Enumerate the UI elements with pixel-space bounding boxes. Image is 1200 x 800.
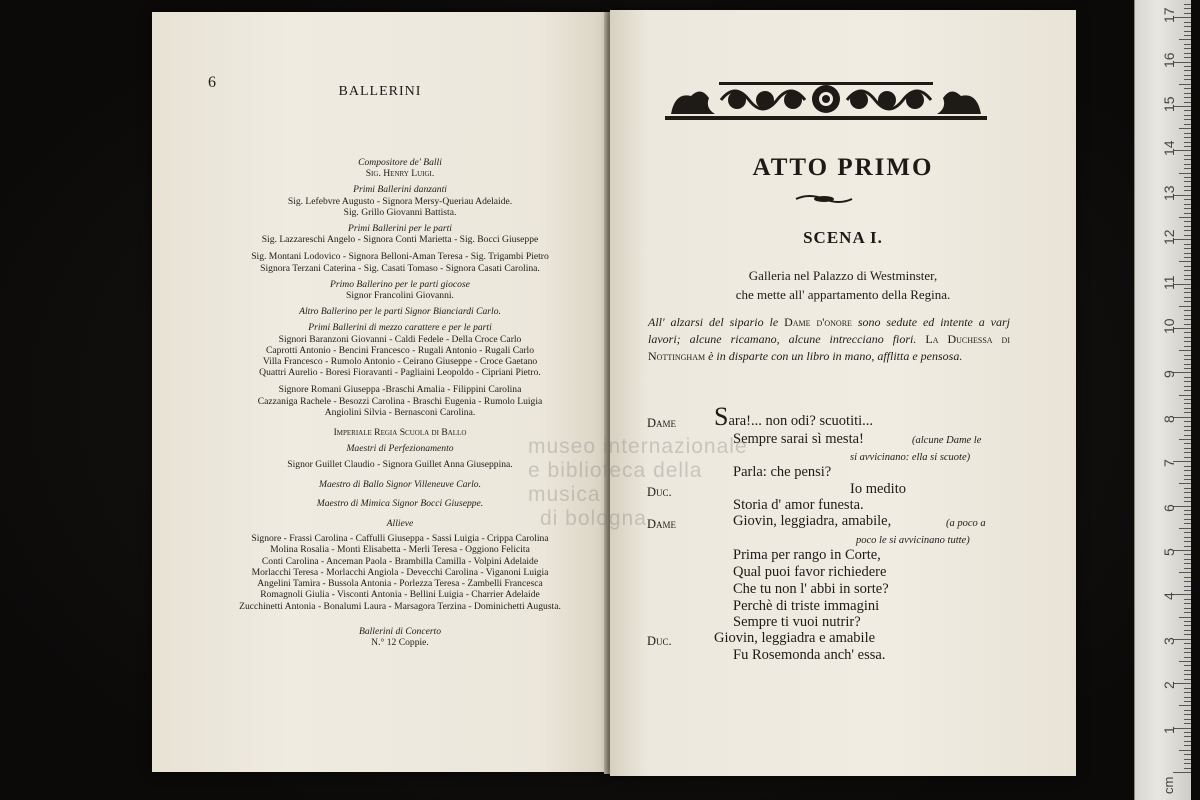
cast-section <box>200 279 600 301</box>
ornamental-header-band <box>665 78 987 122</box>
ruler-tick <box>1184 519 1191 520</box>
ruler-number: 7 <box>1161 459 1177 468</box>
stage-aside: (alcune Dame le <box>912 435 982 446</box>
dialogue-line: Qual puoi favor richiedere <box>733 564 887 580</box>
ruler-tick <box>1184 732 1191 733</box>
ruler-tick <box>1184 497 1191 498</box>
ruler-tick <box>1184 226 1191 227</box>
ruler-tick <box>1184 13 1191 14</box>
cast-list <box>200 152 600 648</box>
cast-role: Primi Ballerini di mezzo carattere e per le parti <box>308 322 492 334</box>
scene-title: SCENA I. <box>803 228 883 247</box>
watermark-line: di bologna <box>540 507 647 530</box>
ruler-tick <box>1184 381 1191 382</box>
ruler-tick <box>1184 270 1191 271</box>
cast-names: Sig. Grillo Giovanni Battista. <box>343 206 457 218</box>
ruler-tick <box>1184 93 1191 94</box>
ruler-tick <box>1184 75 1191 76</box>
ruler-tick <box>1184 559 1191 560</box>
ruler-tick <box>1184 532 1191 533</box>
cast-names: Signor Guillet Claudio - Signora Guillet Anna Giuseppina. <box>287 459 513 471</box>
ruler-tick <box>1184 275 1191 276</box>
ruler-tick <box>1184 754 1191 755</box>
cast-names: N.° 12 Coppie. <box>371 636 429 648</box>
library-watermark <box>528 435 768 531</box>
ruler-tick <box>1179 439 1191 440</box>
ruler-tick <box>1184 763 1191 764</box>
ruler-tick <box>1179 528 1191 529</box>
ruler-tick <box>1179 84 1191 85</box>
cast-section <box>200 306 600 317</box>
ruler-tick <box>1184 435 1191 436</box>
ruler-tick <box>1184 408 1191 409</box>
ruler-tick <box>1184 710 1191 711</box>
cast-names: Sig. Montani Lodovico - Signora Belloni-Aman Teresa - Sig. Trigambi Pietro <box>251 251 549 263</box>
cast-names: Signore - Frassi Carolina - Caffulli Giuseppa - Sassi Luigia - Crippa Carolina <box>251 533 549 545</box>
ruler-tick <box>1184 248 1191 249</box>
ruler-tick <box>1184 315 1191 316</box>
ruler-tick <box>1184 168 1191 169</box>
ruler-tick <box>1179 261 1191 262</box>
ruler-tick <box>1184 634 1191 635</box>
ruler-number: 1 <box>1161 725 1177 734</box>
ruler-tick <box>1184 488 1191 489</box>
ruler-tick <box>1184 541 1191 542</box>
ruler-tick <box>1184 235 1191 236</box>
cast-names: Caprotti Antonio - Bencini Francesco - Rugali Antonio - Rugali Carlo <box>265 344 535 356</box>
cast-names: Romagnoli Giulia - Visconti Antonia - Bellini Luigia - Charrier Adelaide <box>260 589 540 601</box>
ruler-tick <box>1184 546 1191 547</box>
ruler-tick <box>1184 301 1191 302</box>
watermark-line: museo internazionale <box>528 435 748 458</box>
stage-direction-text: è in disparte con un libro in mano, afflitta e pensosa. <box>705 349 963 363</box>
ruler-tick <box>1184 377 1191 378</box>
ruler-tick <box>1184 53 1191 54</box>
ruler-tick <box>1184 292 1191 293</box>
cast-section <box>200 518 600 612</box>
cast-names: Signori Baranzoni Giovanni - Caldi Fedele - Della Croce Carlo <box>278 333 522 345</box>
ruler-tick <box>1179 750 1191 751</box>
ruler-number: 16 <box>1161 52 1177 68</box>
ruler-tick <box>1184 186 1191 187</box>
ruler-tick <box>1179 617 1191 618</box>
ruler-tick <box>1184 608 1191 609</box>
cast-names: Morlacchi Teresa - Morlacchi Angiola - Devecchi Carolina - Viganoni Luigia <box>251 566 549 578</box>
ruler-tick <box>1184 759 1191 760</box>
ruler-tick <box>1184 470 1191 471</box>
ruler-tick <box>1184 319 1191 320</box>
ruler-tick <box>1179 572 1191 573</box>
ruler-tick <box>1184 630 1191 631</box>
ruler-tick <box>1184 741 1191 742</box>
cast-section <box>200 245 600 273</box>
dialogue-line: Io medito <box>850 481 906 497</box>
ruler-tick <box>1184 452 1191 453</box>
ruler-unit-label: cm <box>1161 776 1176 794</box>
school-heading: Imperiale Regia Scuola di Ballo <box>333 427 467 439</box>
speaker-label: Duc. <box>647 634 672 648</box>
ruler-tick <box>1184 44 1191 45</box>
ruler-tick <box>1184 475 1191 476</box>
ruler-tick <box>1184 648 1191 649</box>
cast-role: Allieve <box>386 518 414 530</box>
ruler-tick <box>1184 577 1191 578</box>
ruler-tick <box>1184 133 1191 134</box>
ruler-tick <box>1184 57 1191 58</box>
ruler-tick <box>1184 643 1191 644</box>
ruler-tick <box>1184 115 1191 116</box>
ruler-number: 11 <box>1161 275 1177 290</box>
ruler-tick <box>1184 199 1191 200</box>
ruler-tick <box>1184 621 1191 622</box>
ruler-tick <box>1184 670 1191 671</box>
stage-direction-character: La Duchessa di Nottingham <box>648 332 1010 363</box>
ruler-tick <box>1184 244 1191 245</box>
dialogue-text: ara!... non odi? scuotiti... <box>728 413 874 429</box>
ruler-tick <box>1184 102 1191 103</box>
ruler-tick <box>1184 466 1191 467</box>
cast-role: Primi Ballerini per le parti <box>348 223 452 235</box>
ruler-tick <box>1184 568 1191 569</box>
ruler-tick <box>1179 705 1191 706</box>
ruler-tick <box>1184 146 1191 147</box>
speaker-label: Dame <box>647 517 677 531</box>
ruler-number: 10 <box>1161 318 1177 334</box>
cast-names: Sig. Henry Luigi. <box>365 168 435 180</box>
cast-role: Altro Ballerino per le parti Signor Bianciardi Carlo. <box>299 306 501 318</box>
ruler-tick <box>1184 190 1191 191</box>
ruler-tick <box>1184 364 1191 365</box>
ruler-tick <box>1173 772 1191 773</box>
ruler-tick <box>1184 688 1191 689</box>
ruler-tick <box>1184 697 1191 698</box>
ruler-tick <box>1184 665 1191 666</box>
ruler-tick <box>1184 253 1191 254</box>
cast-role: Maestro di Mimica Signor Bocci Giuseppe. <box>316 497 484 509</box>
ruler-tick <box>1184 8 1191 9</box>
cast-role: Maestri di Perfezionamento <box>346 443 454 455</box>
ruler-number: 5 <box>1161 548 1177 556</box>
cast-names: Signore Romani Giuseppa -Braschi Amalia - Filippini Carolina <box>278 384 522 396</box>
ruler-tick <box>1184 124 1191 125</box>
ruler-tick <box>1179 39 1191 40</box>
ruler-tick <box>1184 403 1191 404</box>
ruler-tick <box>1184 723 1191 724</box>
ruler-tick <box>1184 137 1191 138</box>
ruler-tick <box>1184 501 1191 502</box>
cast-names: Angelini Tamira - Bussola Antonia - Porlezza Teresa - Zambelli Francesca <box>257 578 543 590</box>
ruler-number: 17 <box>1161 7 1177 24</box>
dialogue-line: Sempre sarai sì mesta! <box>733 431 864 447</box>
ruler-tick <box>1184 332 1191 333</box>
ruler-number: 9 <box>1161 370 1177 379</box>
dialogue-line: Sempre ti vuoi nutrir? <box>733 614 861 630</box>
ruler-tick <box>1184 88 1191 89</box>
ruler-tick <box>1184 554 1191 555</box>
tilde-ornament <box>794 194 854 204</box>
stage-direction-character: Dame d'onore <box>784 315 852 329</box>
ruler-tick <box>1184 443 1191 444</box>
ruler-tick <box>1184 563 1191 564</box>
act-title: ATTO PRIMO <box>752 154 934 181</box>
ruler-tick <box>1184 625 1191 626</box>
scene-description-line: Galleria nel Palazzo di Westminster, <box>748 268 938 283</box>
ruler-tick <box>1184 279 1191 280</box>
ruler-tick <box>1184 701 1191 702</box>
ruler-tick <box>1184 35 1191 36</box>
cast-section <box>200 184 600 218</box>
ruler-number: 4 <box>1161 592 1177 601</box>
ruler-tick <box>1184 213 1191 214</box>
ruler-tick <box>1184 70 1191 71</box>
ruler-tick <box>1184 599 1191 600</box>
ruler-number: 8 <box>1161 415 1177 423</box>
ruler-tick <box>1184 355 1191 356</box>
cast-section <box>200 223 600 245</box>
ruler-tick <box>1184 736 1191 737</box>
cast-names: Molina Rosalia - Monti Elisabetta - Merli Teresa - Oggiono Felicita <box>270 544 530 556</box>
ruler-tick <box>1184 97 1191 98</box>
ruler-tick <box>1184 523 1191 524</box>
ruler-tick <box>1184 674 1191 675</box>
ruler-tick <box>1184 652 1191 653</box>
cast-names: Villa Francesco - Rumolo Antonio - Ceirano Giuseppe - Croce Gaetano <box>262 356 538 368</box>
ruler-tick <box>1184 692 1191 693</box>
ruler-tick <box>1184 26 1191 27</box>
dialogue-line: Fu Rosemonda anch' essa. <box>733 647 886 663</box>
scene-description <box>610 266 1076 304</box>
ruler-tick <box>1184 288 1191 289</box>
ruler-number: 12 <box>1161 229 1177 246</box>
ruler-tick <box>1184 426 1191 427</box>
cast-role: Primo Ballerino per le parti giocose <box>330 278 470 290</box>
measurement-ruler <box>1134 0 1191 800</box>
ruler-tick <box>1184 310 1191 311</box>
cast-names: Angiolini Silvia - Bernasconi Carolina. <box>324 406 476 418</box>
ruler-tick <box>1184 177 1191 178</box>
cast-names: Signor Francolini Giovanni. <box>346 290 454 302</box>
ruler-tick <box>1179 395 1191 396</box>
speaker-label: Dame <box>647 416 677 430</box>
stage-direction <box>648 314 1010 365</box>
ruler-tick <box>1184 768 1191 769</box>
cast-names: Zucchinetti Antonia - Bonalumi Laura - Marsagora Terzina - Dominichetti Augusta. <box>239 600 561 612</box>
ruler-tick <box>1184 337 1191 338</box>
ruler-tick <box>1184 448 1191 449</box>
ruler-tick <box>1184 719 1191 720</box>
watermark-line: e biblioteca della musica <box>528 459 703 506</box>
ruler-tick <box>1184 612 1191 613</box>
ruler-tick <box>1184 510 1191 511</box>
ruler-tick <box>1184 181 1191 182</box>
stage-direction-text: sono sedute ed intente a varj lavori; alcune ricamano, alcune intrecciano fiori. <box>648 315 1010 346</box>
ruler-tick <box>1184 22 1191 23</box>
ruler-tick <box>1184 537 1191 538</box>
ruler-tick <box>1184 386 1191 387</box>
ruler-tick <box>1184 457 1191 458</box>
cast-names: Conti Carolina - Anceman Paola - Brambilla Camilla - Volpini Adelaide <box>261 555 539 567</box>
ruler-tick <box>1179 661 1191 662</box>
ruler-tick <box>1184 221 1191 222</box>
ruler-tick <box>1184 430 1191 431</box>
ruler-tick <box>1184 324 1191 325</box>
drop-letter: S <box>714 402 729 431</box>
cast-names: Quattri Aurelio - Boresi Fioravanti - Pagliaini Leopoldo - Cipriani Pietro. <box>259 367 541 379</box>
ruler-tick <box>1184 4 1191 5</box>
ruler-number: 13 <box>1161 185 1177 201</box>
dialogue-line: Storia d' amor funesta. <box>733 497 864 513</box>
ruler-tick <box>1184 359 1191 360</box>
ruler-tick <box>1179 217 1191 218</box>
ruler-tick <box>1184 110 1191 111</box>
ruler-tick <box>1184 399 1191 400</box>
cast-role: Ballerini di Concerto <box>358 625 442 637</box>
dialogue-line: Giovin, leggiadra, amabile, <box>733 513 892 529</box>
ruler-tick <box>1184 66 1191 67</box>
cast-names: Cazzaniga Rachele - Besozzi Carolina - Braschi Eugenia - Rumolo Luigia <box>257 395 543 407</box>
ruler-tick <box>1184 603 1191 604</box>
ruler-tick <box>1179 483 1191 484</box>
ballerini-heading: BALLERINI <box>338 84 422 99</box>
ruler-tick <box>1184 586 1191 587</box>
dialogue-line <box>714 402 874 431</box>
cast-names: Sig. Lazzareschi Angelo - Signora Conti Marietta - Sig. Bocci Giuseppe <box>261 234 539 246</box>
stage-aside: (a poco a <box>946 518 986 529</box>
ruler-number: 3 <box>1161 637 1177 645</box>
ruler-tick <box>1184 479 1191 480</box>
stage-aside: si avvicinano: ella si scuote) <box>850 452 971 463</box>
page-number: 6 <box>208 74 216 91</box>
ruler-tick <box>1184 514 1191 515</box>
ruler-tick <box>1184 230 1191 231</box>
ruler-tick <box>1184 657 1191 658</box>
ruler-tick <box>1184 368 1191 369</box>
ruler-tick <box>1184 421 1191 422</box>
dialogue-line: Perchè di triste immagini <box>733 598 880 614</box>
cast-role: Maestro di Ballo Signor Villeneuve Carlo. <box>318 478 481 490</box>
ruler-tick <box>1179 350 1191 351</box>
ruler-tick <box>1184 155 1191 156</box>
cast-role: Compositore de' Balli <box>358 157 442 168</box>
stage-aside: poco le si avvicinano tutte) <box>856 535 970 546</box>
ruler-tick <box>1184 581 1191 582</box>
ruler-tick <box>1184 390 1191 391</box>
ruler-tick <box>1184 590 1191 591</box>
ruler-tick <box>1184 119 1191 120</box>
ruler-tick <box>1184 341 1191 342</box>
speaker-label: Duc. <box>647 485 672 499</box>
ruler-tick <box>1184 159 1191 160</box>
ruler-tick <box>1179 128 1191 129</box>
cast-section <box>200 378 600 418</box>
cast-names: Signora Terzani Caterina - Sig. Casati Tomaso - Signora Casati Carolina. <box>260 262 540 274</box>
ruler-tick <box>1184 346 1191 347</box>
cast-section <box>200 157 600 179</box>
ruler-tick <box>1184 492 1191 493</box>
ruler-tick <box>1184 745 1191 746</box>
dialogue-line: Che tu non l' abbi in sorte? <box>733 581 889 597</box>
stage-direction-text: All' alzarsi del sipario le <box>648 315 785 329</box>
ruler-tick <box>1184 297 1191 298</box>
scene-description-line: che mette all' appartamento della Regina. <box>735 287 951 302</box>
ruler-tick <box>1184 266 1191 267</box>
ruler-tick <box>1184 142 1191 143</box>
dialogue-line: Prima per rango in Corte, <box>733 547 881 563</box>
ruler-tick <box>1184 164 1191 165</box>
cast-section <box>200 322 600 378</box>
cast-section <box>200 626 600 648</box>
ruler-number: 15 <box>1161 96 1177 112</box>
ruler-tick <box>1184 714 1191 715</box>
dialogue-line: Giovin, leggiadra e amabile <box>714 630 876 646</box>
ruler-tick <box>1179 173 1191 174</box>
cast-role: Primi Ballerini danzanti <box>353 184 447 196</box>
ruler-tick <box>1184 79 1191 80</box>
dialogue-line: Parla: che pensi? <box>733 464 832 480</box>
ruler-tick <box>1184 412 1191 413</box>
ruler-tick <box>1184 208 1191 209</box>
ruler-number: 14 <box>1161 140 1177 157</box>
ruler-tick <box>1184 48 1191 49</box>
ruler-tick <box>1184 204 1191 205</box>
ruler-tick <box>1184 679 1191 680</box>
ruler-number: 2 <box>1161 681 1177 690</box>
ruler-tick <box>1184 31 1191 32</box>
ruler-number: 6 <box>1161 503 1177 512</box>
cast-names: Sig. Lefebvre Augusto - Signora Mersy-Queriau Adelaide. <box>287 195 513 207</box>
ruler-tick <box>1184 257 1191 258</box>
ruler-tick <box>1179 306 1191 307</box>
